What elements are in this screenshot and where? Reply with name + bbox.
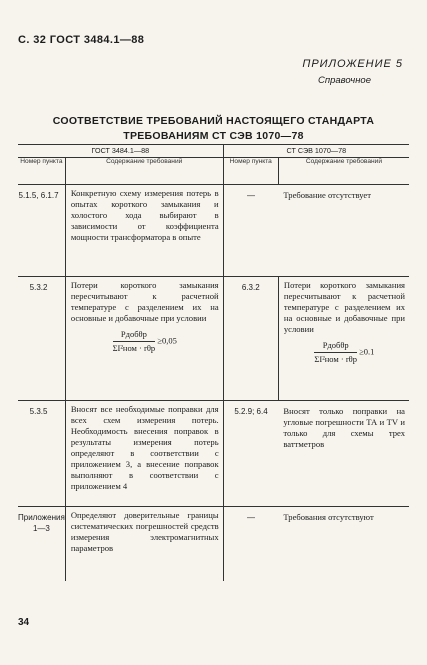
page-number: 34: [18, 617, 30, 628]
requirement-right: Требования отсутствуют: [283, 512, 374, 522]
group-header-left: ГОСТ 3484.1—88: [18, 145, 223, 158]
formula-numerator: Pдобθр: [113, 329, 156, 342]
table-row: [18, 507, 409, 581]
clause-num-right: —: [223, 185, 278, 277]
table-row: [18, 185, 409, 277]
table-row: [18, 277, 409, 401]
col-req-left: Содержание требований: [65, 158, 223, 185]
requirement-right: Вносят только поправки на угловые погрешности ТА и TV и только для схемы трех ваттметров: [278, 401, 409, 507]
clause-num-left: 5.3.2: [18, 277, 59, 401]
requirement-left: Конкретную схему измерения потерь в опытах короткого замыкания и холостого хода выбирают в зависимости от коэффициента мощности трансформатора в опыте: [65, 185, 223, 277]
col-num-right: Номер пункта: [223, 158, 278, 185]
formula-relation: ≥0.1: [359, 346, 375, 357]
clause-num-left: Приложения 1—3: [18, 513, 65, 533]
col-req-right: Содержание требований: [278, 158, 409, 185]
group-header-right: СТ СЭВ 1070—78: [223, 145, 409, 158]
document-title-line2: ТРЕБОВАНИЯМ СТ СЭВ 1070—78: [123, 130, 304, 142]
requirement-left: Вносят все необходимые поправки для всех схем измерения потерь. Необходимость внесения поправок в результаты измерения потерь определяют в соответствии с приложением 3, а внесение поправок выполняют в соответствии с приложением 4: [65, 401, 223, 507]
column-header-row: [18, 158, 409, 185]
formula-denominator: ΣI²ном · rθр: [112, 343, 156, 353]
table-row: [18, 401, 409, 507]
document-title-line1: СООТВЕТСТВИЕ ТРЕБОВАНИЙ НАСТОЯЩЕГО СТАНДАРТА: [52, 115, 375, 127]
comparison-table: [18, 144, 409, 581]
requirement-right: [278, 277, 409, 401]
clause-num-left: 5.1.5, 6.1.7: [18, 185, 59, 277]
requirement-right: Требование отсутствует: [278, 185, 409, 277]
formula-relation: ≥0,05: [157, 335, 177, 346]
col-num-left: Номер пункта: [18, 158, 65, 185]
clause-num-right: 5.2.9; 6.4: [223, 401, 278, 507]
clause-num-left: 5.3.5: [18, 401, 59, 507]
formula-left: [71, 329, 219, 354]
requirement-left: [65, 277, 223, 401]
requirement-text: Потери короткого замыкания пересчитывают к расчетной температуре с разделением их на основные и добавочные при условии: [70, 280, 219, 323]
appendix-title: ПРИЛОЖЕНИЕ 5: [302, 58, 403, 70]
clause-num-right: —: [247, 513, 255, 522]
requirement-text: Потери короткого замыкания пересчитывают к расчетной температуре с разделением их на основные и добавочные при условии: [283, 280, 405, 334]
page-header: С. 32 ГОСТ 3484.1—88: [18, 34, 145, 46]
group-header-row: [18, 145, 409, 158]
formula-denominator: ΣI²ном · rθр: [314, 354, 357, 364]
formula-numerator: Pдобθр: [314, 340, 357, 353]
clause-num-right: 6.3.2: [223, 277, 278, 401]
formula-right: [284, 340, 405, 365]
appendix-subtitle: Справочное: [318, 75, 371, 86]
requirement-left: Определяют доверительные границы систематических погрешностей средств измерения электромагнитных параметров: [65, 507, 223, 581]
